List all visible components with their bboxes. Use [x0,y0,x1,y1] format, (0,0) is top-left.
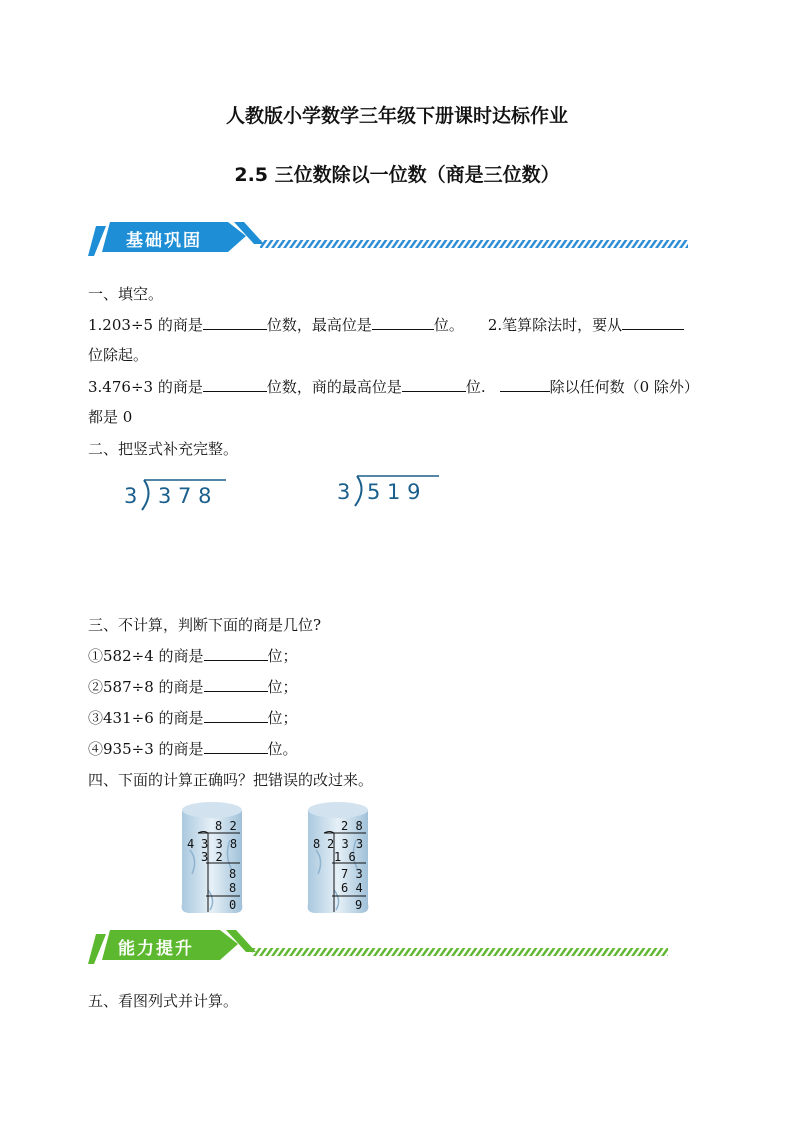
banner-advanced-label: 能力提升 [118,939,194,959]
section4-heading: 四、下面的计算正确吗？把错误的改过来。 [88,771,374,789]
section2-heading: 二、把竖式补充完整。 [88,440,239,458]
long-division-1 [120,478,230,512]
item2-suffix: 位； [267,678,298,696]
section5-heading: 五、看图列式并计算。 [88,992,239,1010]
q2-text-a: 2.笔算除法时，要从 [487,316,623,334]
q3-text-b: 位数，商的最高位是 [266,378,402,396]
item3-suffix: 位； [267,709,298,727]
calc1-remainder: 0 [229,898,237,912]
section1-heading: 一、填空。 [88,285,164,303]
banner-basic-label: 基础巩固 [126,231,202,251]
question-3-line [88,376,699,397]
item2-prefix: ②587÷8 的商是 [88,678,204,696]
q1-blank-digits[interactable] [203,315,267,330]
question-1-line [88,314,684,335]
section3-item-2 [88,676,298,697]
item1-suffix: 位； [267,647,298,665]
calc2-dividend: 2 3 3 [327,837,364,851]
q3-text-d: 除以任何数（0 除外） [549,378,699,396]
calc2-step2: 7 3 [341,867,363,881]
div2-dividend: 5 1 9 [367,480,421,504]
banner-basic [88,218,688,258]
tree-stump-card-1 [178,800,246,915]
q3-text-a: 3.476÷3 的商是 [88,378,203,396]
div1-divisor: 3 [124,484,138,508]
calc2-remainder: 9 [355,898,363,912]
calc2-divisor: 8 [313,837,321,851]
q1-text-a: 1.203÷5 的商是 [88,316,203,334]
calc1-dividend: 3 3 8 [201,837,238,851]
q3-blank-zero[interactable] [500,377,550,392]
lesson-subtitle: 2.5 三位数除以一位数（商是三位数） [234,164,560,186]
page-title: 人教版小学数学三年级下册课时达标作业 [225,105,568,127]
item1-blank[interactable] [204,646,268,661]
q1-text-c: 位。 [433,316,464,334]
calc1-divisor: 4 [187,837,195,851]
section3-item-3 [88,707,298,728]
q2-text-b: 位除起。 [88,346,149,364]
tree-stump-card-2 [304,800,372,915]
div2-divisor: 3 [337,480,351,504]
section3-heading: 三、不计算，判断下面的商是几位? [88,616,322,634]
item1-prefix: ①582÷4 的商是 [88,647,204,665]
calc1-step2: 8 [229,867,237,881]
q3-blank-digits[interactable] [203,377,267,392]
calc1-step1: 3 2 [201,850,223,864]
item3-prefix: ③431÷6 的商是 [88,709,204,727]
q3-text-e: 都是 0 [88,408,133,426]
item3-blank[interactable] [204,708,268,723]
div1-dividend: 3 7 8 [158,484,212,508]
q1-text-b: 位数，最高位是 [266,316,372,334]
calc2-step1: 1 6 [334,850,356,864]
item2-blank[interactable] [204,677,268,692]
section3-item-4 [88,738,298,759]
calc1-step3: 8 [229,881,237,895]
item4-prefix: ④935÷3 的商是 [88,740,204,758]
item4-blank[interactable] [204,739,268,754]
calc2-quotient: 2 8 [341,819,363,833]
section3-item-1 [88,645,298,666]
calc2-step3: 6 4 [341,881,363,895]
q1-blank-highest[interactable] [372,315,434,330]
q3-text-c: 位. [465,378,486,396]
banner-advanced [88,926,668,966]
long-division-2 [333,474,443,508]
q2-blank-start[interactable] [622,315,684,330]
q3-blank-highest[interactable] [402,377,466,392]
calc1-quotient: 8 2 [215,819,237,833]
item4-suffix: 位。 [267,740,298,758]
